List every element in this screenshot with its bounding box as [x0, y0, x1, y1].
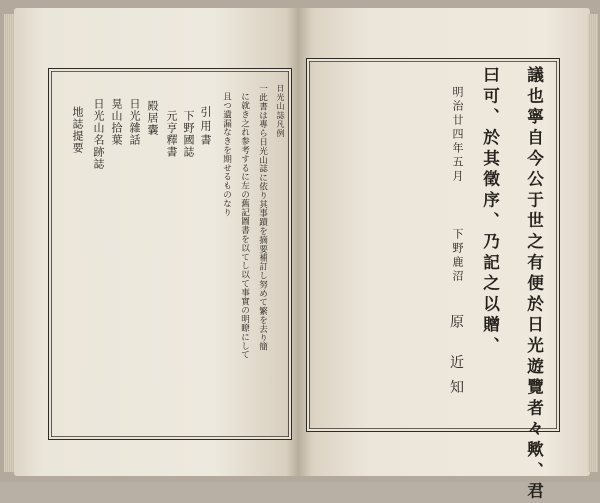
note-line-2: に就き之れ参考するに左の舊記圖書を以てし以て事實の明瞭にして [239, 92, 250, 359]
reference-item: 晃山拾葉 [110, 98, 123, 146]
reference-item: 地誌提要 [71, 106, 84, 154]
right-page-edges [588, 14, 598, 472]
body-text-line-1: 議也寧自今公于世之有便於日光遊覽者々歟、君 [524, 66, 545, 503]
body-text-line-2: 曰可、於其徵序、乃記之以贈、 [480, 66, 501, 358]
place-line: 下野鹿沼 [451, 228, 464, 284]
date-line: 明治廿四年五月 [451, 86, 464, 184]
right-text-frame [306, 58, 560, 432]
note-line-1: 一此書は專ら日光山誌に依り其事蹟を摘要補訂し努めて繁を去り簡 [257, 84, 268, 351]
author-name: 原 近知 [448, 314, 464, 405]
reference-item: 下野國誌 [182, 110, 195, 158]
reference-item: 殿居囊 [146, 100, 159, 136]
left-page-edges [4, 14, 14, 472]
reference-item: 日光雜話 [128, 98, 141, 146]
note-line-3: 且つ遺漏なきを期せるものなり [221, 92, 232, 217]
section-title: 引用書 [199, 106, 212, 148]
reference-item: 日光山名跡誌 [92, 98, 105, 170]
reference-item: 元亨釋書 [165, 110, 178, 158]
column-header: 日光山誌凡例 [276, 84, 285, 138]
